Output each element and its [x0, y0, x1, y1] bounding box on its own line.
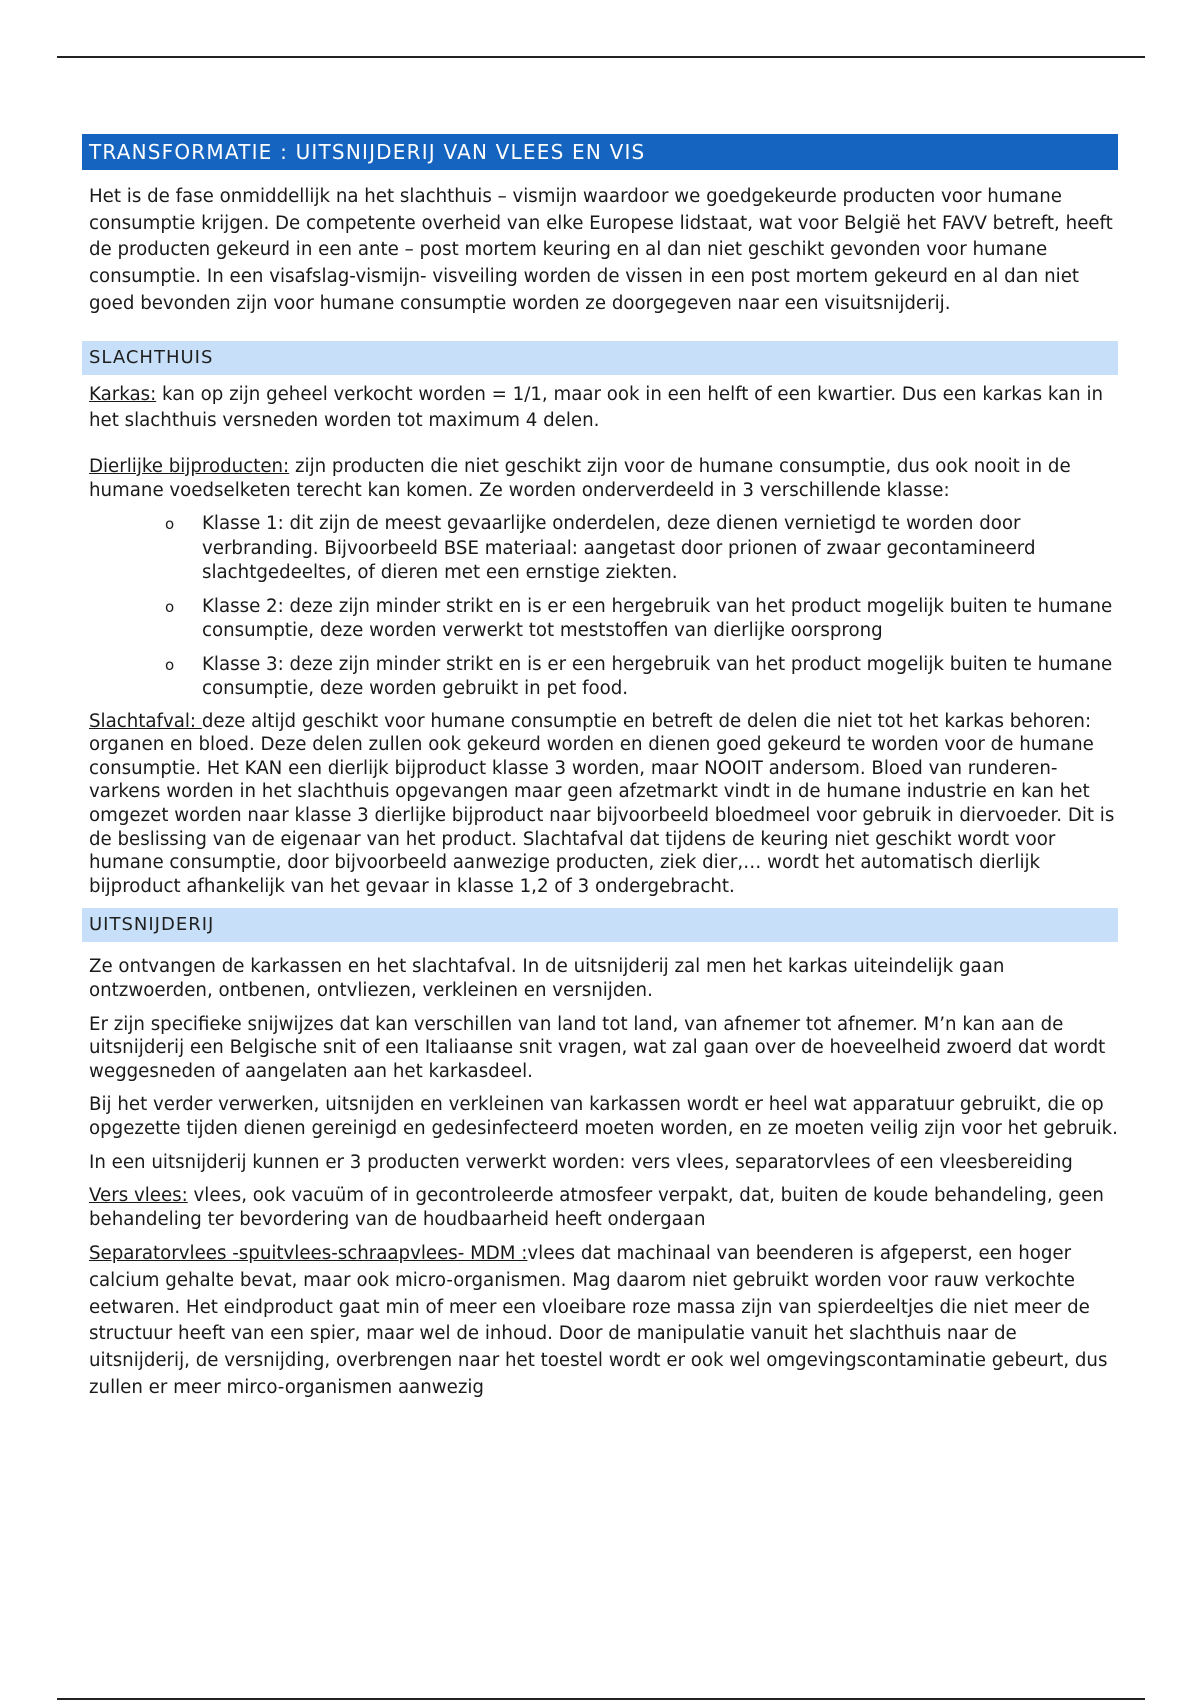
main-heading: TRANSFORMATIE : UITSNIJDERIJ VAN VLEES EN VIS: [82, 134, 1118, 170]
bullet-icon: o: [165, 597, 175, 616]
vers-vlees-term: Vers vlees:: [89, 1185, 188, 1207]
vers-vlees-paragraph: [82, 1184, 1118, 1231]
intro-paragraph: Het is de fase onmiddellijk na het slachthuis – vismijn waardoor we goedgekeurde producten voor humane consumptie krijgen. De competente overheid van elke Europese lidstaat, wat voor België het FAVV betreft, heeft de producten gekeurd in een ante – post mortem keuring en al dan niet geschikt gevonden voor humane consumptie. In een visafslag-vismijn- visveiling worden de vissen in een post mortem gekeurd en al dan niet goed bevonden zijn voor humane consumptie worden ze doorgegeven naar een visuitsnijderij.: [89, 186, 1113, 314]
uitsnijderij-paragraph-3: Bij het verder verwerken, uitsnijden en verkleinen van karkassen wordt er heel wat apparatuur gebruikt, die op opgezette tijden dienen gereinigd en gedesinfecteerd moeten worden, en ze moeten veilig zijn voor het gebruik.: [89, 1094, 1118, 1139]
karkas-text: kan op zijn geheel verkocht worden = 1/1, maar ook in een helft of een kwartier. Dus een karkas kan in het slachthuis versneden worden tot maximum 4 delen.: [89, 383, 1104, 432]
bijproducten-paragraph: [82, 455, 1118, 502]
klasse-1-text: Klasse 1: dit zijn de meest gevaarlijke onderdelen, deze dienen vernietigd te worden door verbranding. Bijvoorbeeld BSE materiaal: aangetast door prionen of zwaar gecontamineerd slachtgedeeltes, of dieren met een ernstige ziekten.: [202, 513, 1036, 584]
karkas-paragraph: [82, 382, 1118, 435]
list-item: [82, 512, 1118, 586]
list-item: [82, 653, 1118, 702]
separatorvlees-paragraph: [82, 1241, 1118, 1401]
separatorvlees-term: Separatorvlees -spuitvlees-schraapvlees- MDM :: [89, 1243, 528, 1265]
document-body: [82, 134, 1118, 1402]
uitsnijderij-paragraph-4: In een uitsnijderij kunnen er 3 producten verwerkt worden: vers vlees, separatorvlees of een vleesbereiding: [89, 1151, 1073, 1173]
uitsnijderij-paragraph-1: Ze ontvangen de karkassen en het slachtafval. In de uitsnijderij zal men het karkas uiteindelijk gaan ontzwoerden, ontbenen, ontvliezen, verkleinen en versnijden.: [89, 956, 1005, 1001]
header-rule: [57, 56, 1145, 58]
slachtafval-text: deze altijd geschikt voor humane consumptie en betreft de delen die niet tot het karkas behoren: organen en bloed. Deze delen zullen ook gekeurd worden en dienen goed gekeurd te worden voor de humane consumptie. Het KAN een dierlijk bijproduct klasse 3 worden, maar NOOIT andersom. Bloed van runderen-varkens worden in het slachthuis opgevangen maar geen afzetmarkt vindt in de humane industrie en kan het omgezet worden naar klasse 3 dierlijke bijproduct naar bijvoorbeeld bloedmeel voor gebruik in diervoeder. Dit is de beslissing van de eigenaar van het product. Slachtafval dat tijdens de keuring niet geschikt wordt voor humane consumptie, door bijvoorbeeld aanwezige producten, ziek dier,… wordt het automatisch dierlijk bijproduct afhankelijk van het gevaar in klasse 1,2 of 3 ondergebracht.: [89, 710, 1115, 897]
vers-vlees-text: vlees, ook vacuüm of in gecontroleerde atmosfeer verpakt, dat, buiten de koude behandeling, geen behandeling ter bevordering van de houdbaarheid heeft ondergaan: [89, 1185, 1104, 1230]
slachtafval-term: Slachtafval:: [89, 710, 202, 732]
klasse-3-text: Klasse 3: deze zijn minder strikt en is er een hergebruik van het product mogelijk buiten te humane consumptie, deze worden gebruikt in pet food.: [202, 653, 1113, 700]
slachtafval-paragraph: [82, 710, 1118, 899]
section-heading-uitsnijderij: UITSNIJDERIJ: [82, 908, 1118, 942]
klasse-2-text: Klasse 2: deze zijn minder strikt en is er een hergebruik van het product mogelijk buiten te humane consumptie, deze worden verwerkt tot meststoffen van dierlijke oorsprong: [202, 595, 1113, 642]
bullet-icon: o: [165, 655, 175, 674]
bullet-icon: o: [165, 515, 175, 534]
list-item: [82, 595, 1118, 644]
section-heading-slachthuis: SLACHTHUIS: [82, 341, 1118, 375]
bijproducten-text: zijn producten die niet geschikt zijn voor de humane consumptie, dus ook nooit in de humane voedselketen terecht kan komen. Ze worden onderverdeeld in 3 verschillende klasse:: [89, 455, 1071, 501]
bijproducten-term: Dierlijke bijproducten:: [89, 455, 290, 477]
separatorvlees-text: vlees dat machinaal van beenderen is afgeperst, een hoger calcium gehalte bevat, maar ook micro-organismen. Mag daarom niet gebruikt worden voor rauw verkochte eetwaren. Het eindproduct gaat min of meer een vloeibare roze massa zijn van spierdeeltjes die niet meer de structuur heeft van een spier, maar wel de inhoud. Door de manipulatie vanuit het slachthuis naar de uitsnijderij, de versnijding, overbrengen naar het toestel wordt er ook wel omgevingscontaminatie gebeurt, dus zullen er meer mirco-organismen aanwezig: [89, 1243, 1108, 1398]
uitsnijderij-paragraph-2: Er zijn specifieke snijwijzes dat kan verschillen van land tot land, van afnemer tot afnemer. M’n kan aan de uitsnijderij een Belgische snit of een Italiaanse snit vragen, wat zal gaan over de hoeveelheid zwoerd dat wordt weggesneden of aangelaten aan het karkasdeel.: [89, 1013, 1106, 1082]
klassen-list: [82, 512, 1118, 702]
karkas-term: Karkas:: [89, 383, 157, 405]
